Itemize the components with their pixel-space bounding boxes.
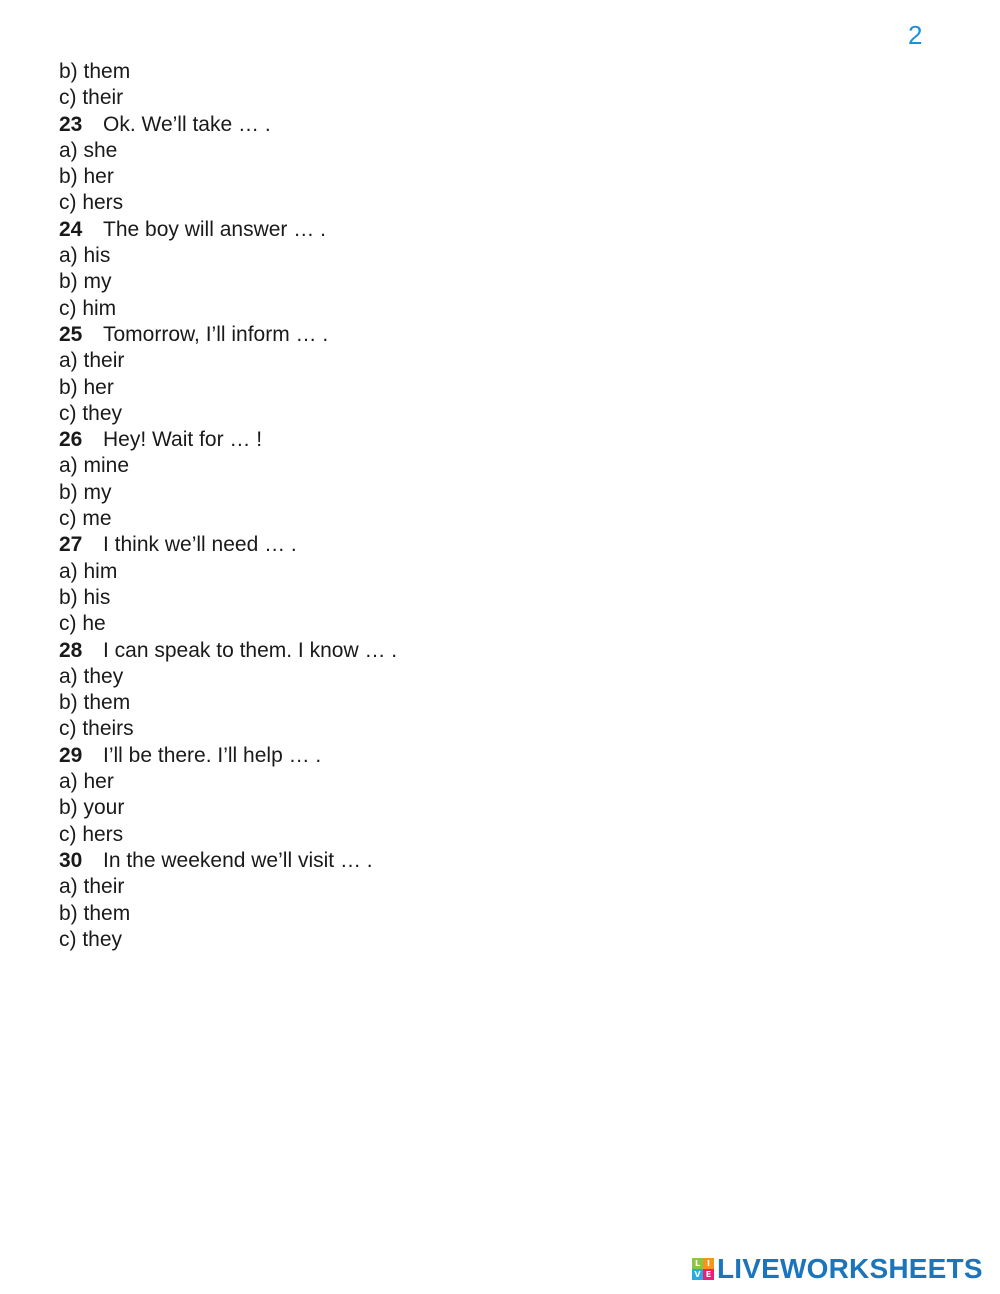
question-prompt: Hey! Wait for … ! (103, 428, 263, 452)
question-26 (59, 427, 859, 453)
answer-option[interactable]: b) my (59, 480, 112, 504)
question-24 (59, 217, 859, 243)
answer-option[interactable]: c) he (59, 612, 106, 636)
answer-option[interactable]: a) mine (59, 454, 130, 478)
answer-option[interactable]: b) her (59, 375, 114, 399)
question-prompt: The boy will answer … . (103, 217, 326, 241)
question-29 (59, 743, 859, 769)
question-number: 27 (59, 533, 83, 557)
page-number: 2 (908, 20, 923, 50)
continuation-option: b) them (59, 60, 131, 83)
logo-text: LIVEWORKSHEETS (717, 1253, 983, 1284)
question-prompt: Ok. We’ll take … . (103, 112, 271, 136)
answer-option[interactable]: c) they (59, 927, 123, 951)
answer-option[interactable]: a) their (59, 349, 125, 373)
question-number: 26 (59, 428, 83, 452)
answer-option[interactable]: c) hers (59, 822, 124, 846)
question-prompt: Tomorrow, I’ll inform … . (103, 322, 329, 346)
answer-option[interactable]: b) your (59, 796, 125, 820)
answer-option[interactable]: a) their (59, 875, 125, 899)
answer-option[interactable]: a) him (59, 559, 118, 583)
answer-option[interactable]: c) hers (59, 191, 124, 215)
liveworksheets-logo-icon (692, 1258, 714, 1280)
question-prompt: I can speak to them. I know … . (103, 638, 398, 662)
worksheet-content (59, 59, 859, 953)
answer-option[interactable]: a) his (59, 244, 111, 268)
logo-mark-letter: V (692, 1269, 703, 1280)
question-23 (59, 112, 859, 138)
question-prompt: I think we’ll need … . (103, 533, 297, 557)
answer-option[interactable]: b) her (59, 165, 114, 189)
question-27 (59, 532, 859, 558)
question-number: 29 (59, 743, 83, 767)
answer-option[interactable]: a) her (59, 770, 114, 794)
answer-option[interactable]: b) his (59, 585, 111, 609)
answer-option[interactable]: c) me (59, 507, 112, 531)
continuation-option: c) their (59, 86, 124, 110)
answer-option[interactable]: b) my (59, 270, 112, 294)
answer-option[interactable]: b) them (59, 901, 131, 925)
answer-option[interactable]: c) him (59, 296, 117, 320)
answer-option[interactable]: b) them (59, 691, 131, 715)
question-number: 28 (59, 638, 83, 662)
logo-mark-letter: I (703, 1258, 714, 1269)
logo-mark-letter: L (692, 1258, 703, 1269)
question-30 (59, 848, 859, 874)
question-prompt: In the weekend we’ll visit … . (103, 848, 373, 872)
answer-option[interactable]: a) they (59, 664, 124, 688)
answer-option[interactable]: c) they (59, 401, 123, 425)
answer-option[interactable]: a) she (59, 138, 118, 162)
question-prompt: I’ll be there. I’ll help … . (103, 743, 322, 767)
question-28 (59, 638, 859, 664)
question-number: 24 (59, 217, 83, 241)
answer-option[interactable]: c) theirs (59, 717, 134, 741)
question-number: 23 (59, 112, 83, 136)
question-25 (59, 322, 859, 348)
question-number: 25 (59, 322, 83, 346)
question-number: 30 (59, 848, 83, 872)
logo-mark-letter: E (703, 1269, 714, 1280)
liveworksheets-logo (692, 1252, 983, 1286)
